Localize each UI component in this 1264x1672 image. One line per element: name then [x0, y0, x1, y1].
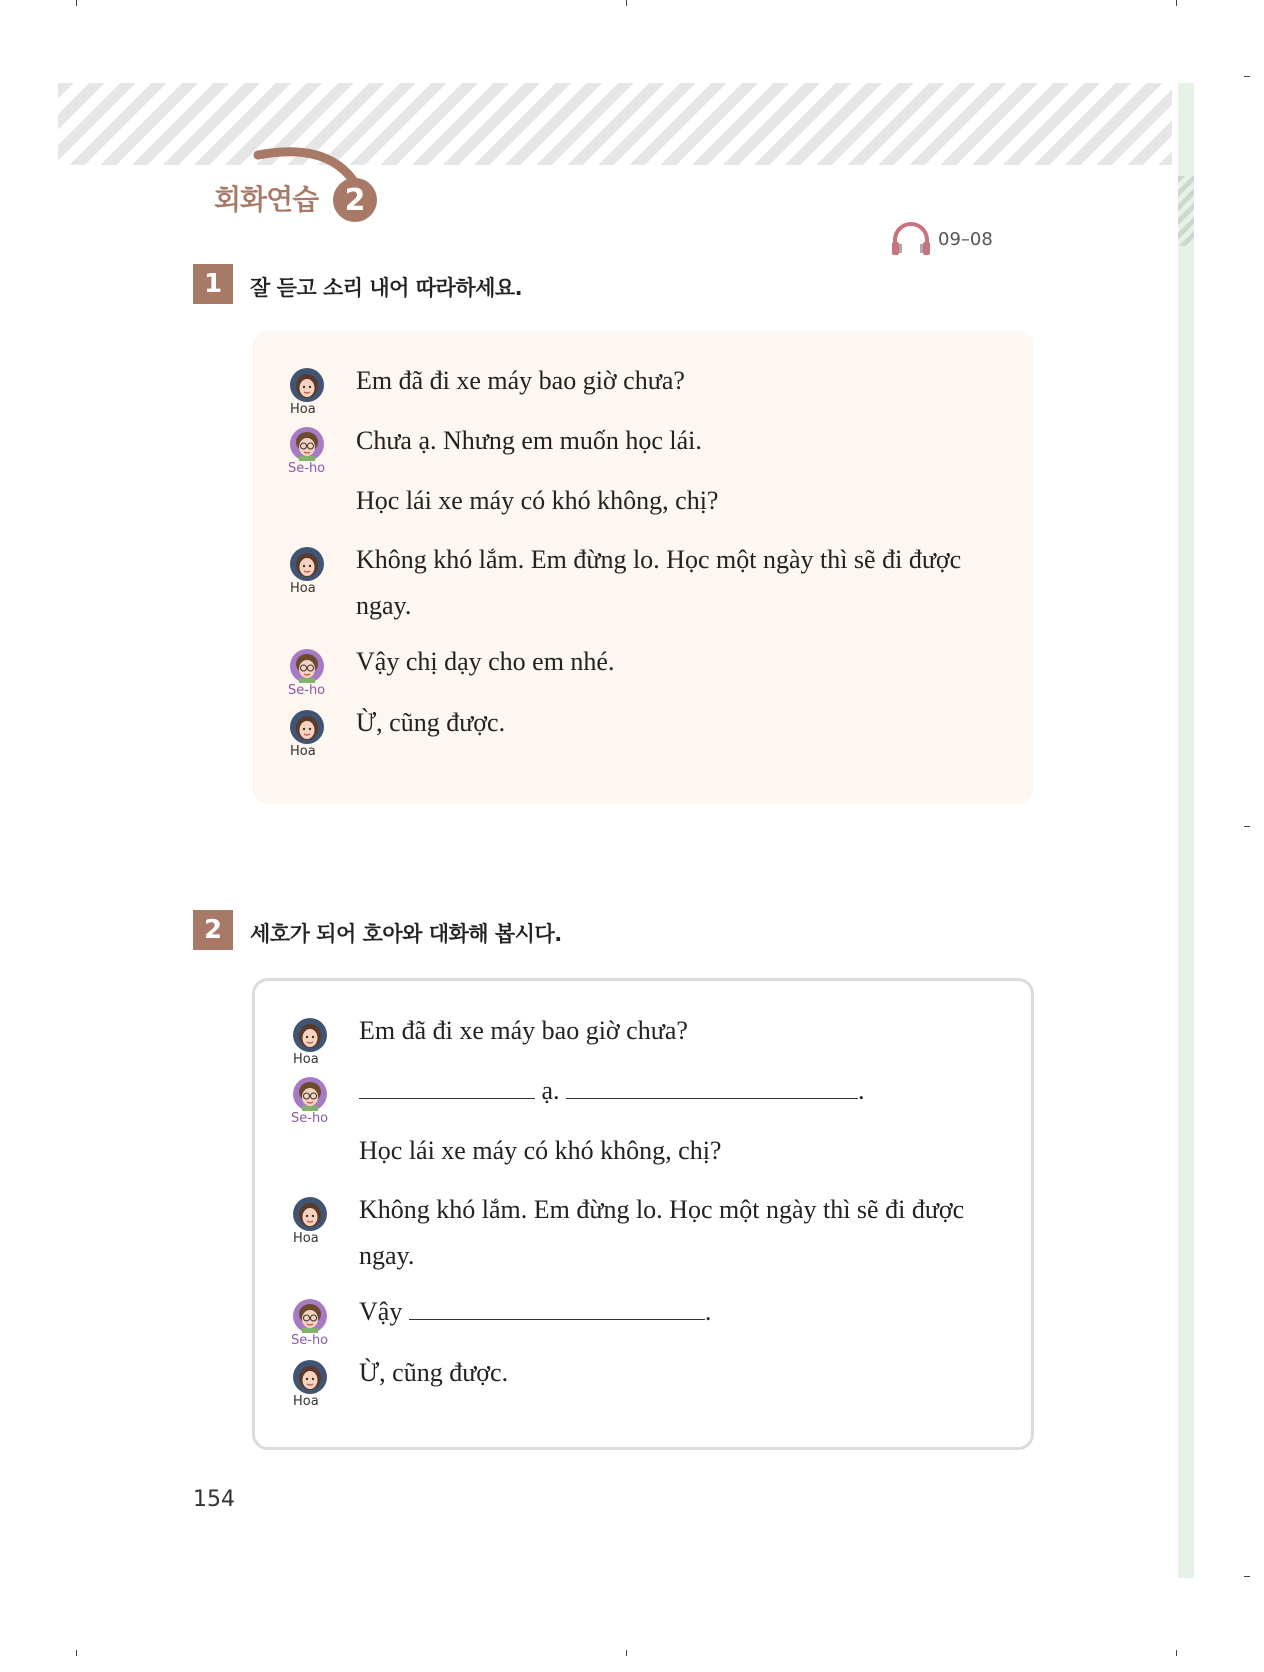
crop-mark	[1244, 826, 1250, 827]
dialogue-line: Học lái xe máy có khó không, chị?	[356, 486, 719, 515]
hoa-avatar	[288, 367, 328, 419]
dialogue-line-with-blanks	[359, 1289, 1019, 1335]
speaker-name: Hoa	[293, 1394, 319, 1409]
audio-track[interactable]	[890, 222, 993, 256]
answer-blank[interactable]	[409, 1297, 705, 1320]
crop-mark	[626, 0, 627, 6]
dialogue-text-fragment: .	[858, 1076, 865, 1105]
dialogue-line: Chưa ạ. Nhưng em muốn học lái.	[356, 426, 702, 455]
dialogue-line: Không khó lắm. Em đừng lo. Học một ngày thì sẽ đi được	[359, 1195, 965, 1224]
exercise-2-number: 2	[193, 910, 233, 950]
speaker-name: Hoa	[290, 581, 316, 596]
dialogue-line: Em đã đi xe máy bao giờ chưa?	[356, 366, 685, 395]
speaker-name: Se-ho	[288, 461, 326, 476]
speaker-name: Se-ho	[291, 1333, 329, 1348]
crop-mark	[1244, 76, 1250, 77]
hoa-avatar	[291, 1017, 331, 1069]
page-number: 154	[193, 1487, 235, 1512]
answer-blank[interactable]	[566, 1076, 858, 1099]
crop-mark	[1176, 0, 1177, 6]
crop-mark	[626, 1650, 627, 1656]
dialogue-line: Vậy chị dạy cho em nhé.	[356, 647, 615, 676]
dialogue-line: ngay.	[356, 591, 412, 620]
crop-mark	[76, 1650, 77, 1656]
seho-avatar	[288, 648, 328, 700]
dialogue-line: Không khó lắm. Em đừng lo. Học một ngày thì sẽ đi được	[356, 545, 962, 574]
seho-avatar	[291, 1076, 331, 1128]
crop-mark	[76, 0, 77, 6]
exercise-1-number: 1	[193, 264, 233, 304]
exercise-1-dialogue-box	[252, 331, 1034, 804]
speaker-name: Hoa	[293, 1231, 319, 1246]
hoa-avatar	[291, 1359, 331, 1411]
dialogue-text-fragment: .	[704, 1297, 712, 1326]
audio-track-number: 09–08	[938, 228, 993, 250]
dialogue-line-with-blanks	[359, 1068, 1019, 1114]
section-number-badge: 2	[333, 178, 377, 222]
speaker-name: Hoa	[290, 402, 316, 417]
dialogue-text-fragment: Vậy	[359, 1297, 403, 1326]
header-stripe-band	[58, 83, 1172, 165]
exercise-2-instruction: 세호가 되어 호아와 대화해 봅시다.	[250, 922, 562, 946]
hoa-avatar	[288, 709, 328, 761]
side-stripe-tab	[1178, 176, 1194, 246]
crop-mark	[1176, 1650, 1177, 1656]
speaker-name: Hoa	[290, 744, 316, 759]
dialogue-line: ngay.	[359, 1241, 415, 1270]
dialogue-line: Ừ, cũng được.	[356, 708, 506, 737]
seho-avatar	[288, 426, 328, 478]
side-color-bar	[1178, 83, 1194, 1578]
dialogue-text-fragment: ạ.	[541, 1076, 560, 1105]
exercise-1-instruction: 잘 듣고 소리 내어 따라하세요.	[250, 276, 523, 300]
hoa-avatar	[291, 1196, 331, 1248]
dialogue-line: Học lái xe máy có khó không, chị?	[359, 1136, 722, 1165]
dialogue-line: Em đã đi xe máy bao giờ chưa?	[359, 1016, 688, 1045]
speaker-name: Se-ho	[288, 683, 326, 698]
seho-avatar	[291, 1298, 331, 1350]
speaker-name: Hoa	[293, 1052, 319, 1067]
hoa-avatar	[288, 546, 328, 598]
dialogue-line: Ừ, cũng được.	[359, 1358, 509, 1387]
section-title: 회화연습	[214, 183, 319, 216]
exercise-2-dialogue-box	[252, 978, 1034, 1450]
headphones-icon	[890, 222, 932, 256]
speaker-name: Se-ho	[291, 1111, 329, 1126]
crop-mark	[1244, 1576, 1250, 1577]
answer-blank[interactable]	[359, 1076, 535, 1099]
